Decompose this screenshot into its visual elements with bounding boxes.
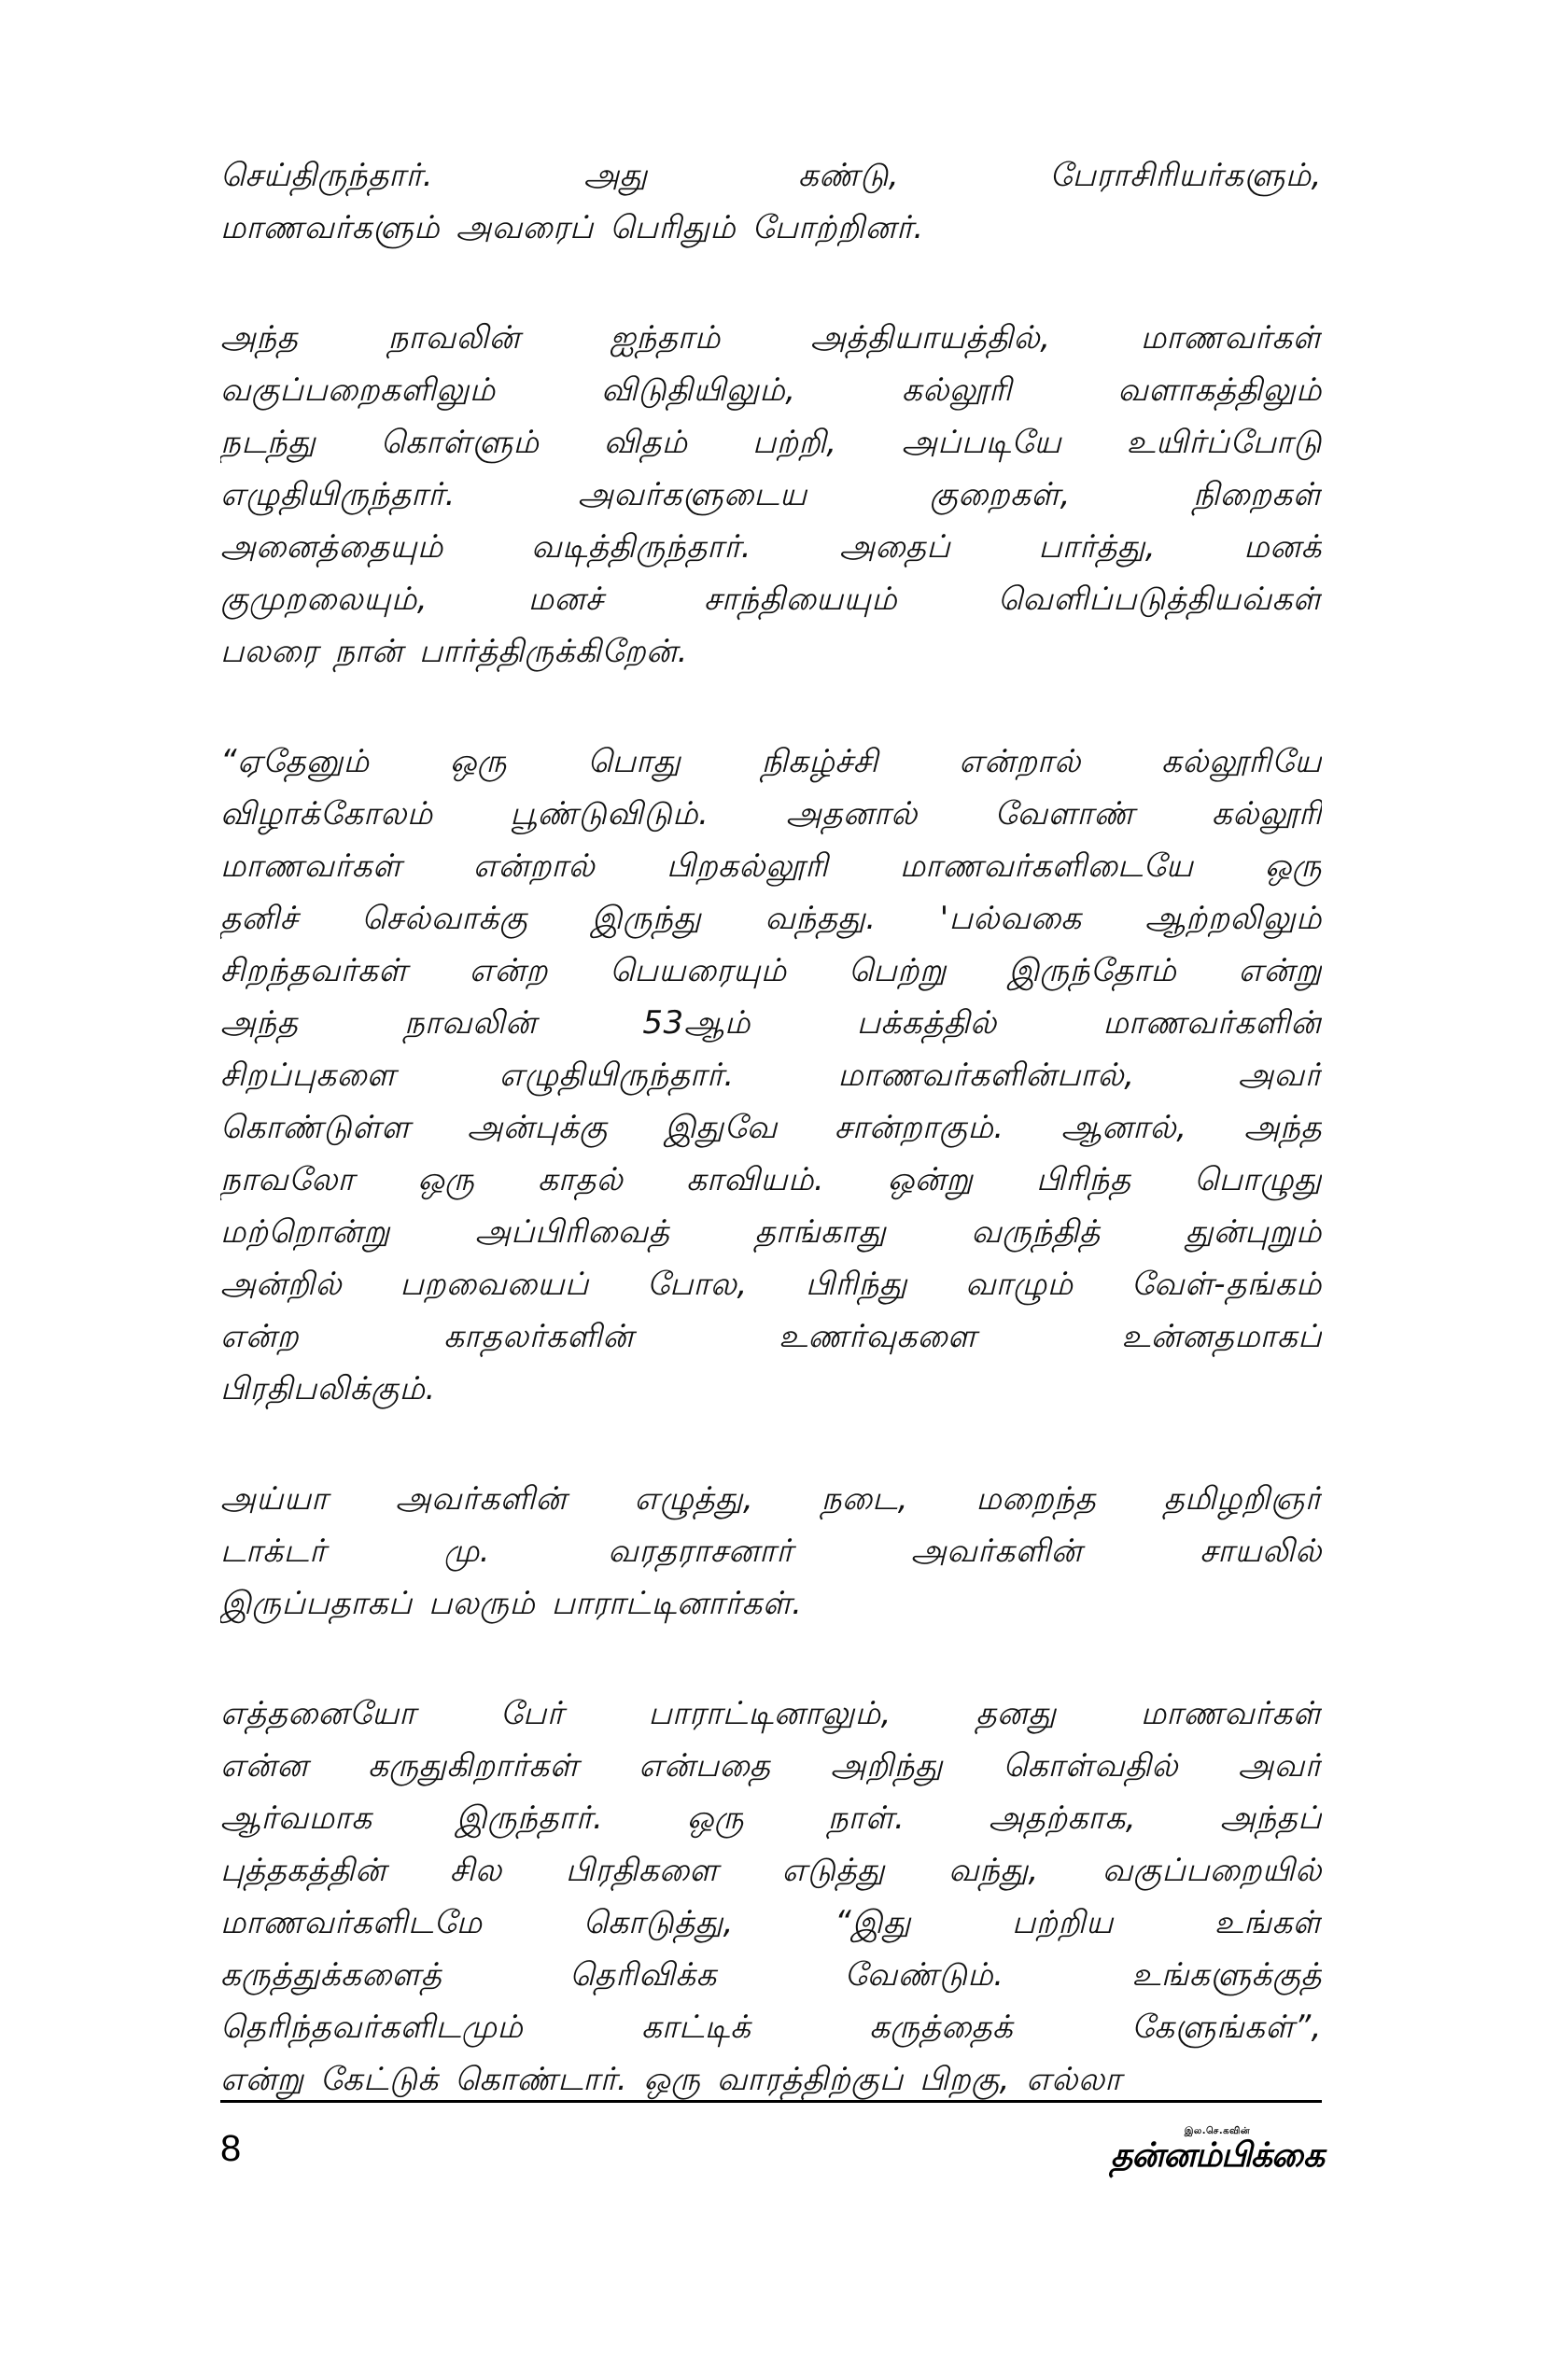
- text-line: அன்றில் பறவையைப் போல, பிரிந்து வாழும் வேள்-தங்கம்: [220, 1266, 1322, 1303]
- text-line: என்று கேட்டுக் கொண்டார். ஒரு வாரத்திற்குப் பிறகு, எல்லா: [220, 2061, 1122, 2098]
- text-line: ஆர்வமாக இருந்தார். ஒரு நாள். அதற்காக, அந்தப்: [220, 1799, 1322, 1837]
- text-line: மாணவர்கள் என்றால் பிறகல்லூரி மாணவர்களிடையே ஒரு: [220, 847, 1322, 885]
- brand-subtitle: இல.செ.கவின்: [1184, 2126, 1251, 2136]
- text-line: அந்த நாவலின் 53ஆம் பக்கத்தில் மாணவர்களின்: [220, 1004, 1322, 1042]
- brand-logo: [1111, 2126, 1324, 2175]
- page-number: 8: [220, 2128, 242, 2169]
- text-line: என்ற காதலர்களின் உணர்வுகளை உன்னதமாகப்: [220, 1318, 1322, 1355]
- text-line: மாணவர்களிடமே கொடுத்து, “இது பற்றிய உங்கள்: [220, 1904, 1322, 1941]
- text-line: தெரிந்தவர்களிடமும் காட்டிக் கருத்தைக் கேளுங்கள்”,: [220, 2009, 1322, 2046]
- paragraph: [220, 1687, 1322, 2106]
- text-line: என்ன கருதுகிறார்கள் என்பதை அறிந்து கொள்வதில் அவர்: [220, 1747, 1322, 1785]
- text-line: இருப்பதாகப் பலரும் பாராட்டினார்கள்.: [220, 1585, 803, 1622]
- text-line: டாக்டர் மு. வரதராசனார் அவர்களின் சாயலில்: [220, 1533, 1322, 1570]
- text-line: “ஏதேனும் ஒரு பொது நிகழ்ச்சி என்றால் கல்லூரியே: [220, 743, 1322, 780]
- text-line: தனிச் செல்வாக்கு இருந்து வந்தது. 'பல்வகை ஆற்றலிலும்: [220, 900, 1322, 937]
- brand-title: தன்னம்பிக்கை: [1110, 2136, 1324, 2175]
- text-line: விழாக்கோலம் பூண்டுவிடும். அதனால் வேளாண் கல்லூரி: [220, 795, 1322, 833]
- text-line: செய்திருந்தார். அது கண்டு, பேராசிரியர்களும்,: [220, 157, 1322, 194]
- text-line: சிறந்தவர்கள் என்ற பெயரையும் பெற்று இருந்தோம் என்று: [220, 952, 1322, 989]
- text-line: அனைத்தையும் வடித்திருந்தார். அதைப் பார்த்து, மனக்: [220, 528, 1322, 566]
- paragraph: [220, 735, 1322, 1415]
- text-line: கொண்டுள்ள அன்புக்கு இதுவே சான்றாகும். ஆனால், அந்த: [220, 1109, 1322, 1146]
- text-line: மற்றொன்று அப்பிரிவைத் தாங்காது வருந்தித் துன்புறும்: [220, 1213, 1322, 1251]
- paragraph: [220, 1473, 1322, 1630]
- text-line: கருத்துக்களைத் தெரிவிக்க வேண்டும். உங்களுக்குத்: [220, 1956, 1322, 1994]
- paragraph: [220, 312, 1322, 678]
- text-line: குமுறலையும், மனச் சாந்தியையும் வெளிப்படுத்தியவ்கள்: [220, 581, 1322, 618]
- text-line: எத்தனையோ பேர் பாராட்டினாலும், தனது மாணவர்கள்: [220, 1695, 1322, 1732]
- text-line: நடந்து கொள்ளும் விதம் பற்றி, அப்படியே உயிர்ப்போடு: [220, 424, 1322, 461]
- body-text: [220, 149, 1322, 2163]
- text-line: சிறப்புகளை எழுதியிருந்தார். மாணவர்களின்பால், அவர்: [220, 1057, 1322, 1094]
- text-line: பலரை நான் பார்த்திருக்கிறேன்.: [220, 633, 688, 670]
- text-line: எழுதியிருந்தார். அவர்களுடைய குறைகள், நிறைகள்: [220, 476, 1322, 513]
- text-line: புத்தகத்தின் சில பிரதிகளை எடுத்து வந்து, வகுப்பறையில்: [220, 1852, 1322, 1889]
- paragraph: [220, 149, 1322, 254]
- footer-divider: [220, 2100, 1322, 2103]
- text-line: வகுப்பறைகளிலும் விடுதியிலும், கல்லூரி வளாகத்திலும்: [220, 371, 1322, 409]
- text-line: நாவலோ ஒரு காதல் காவியம். ஒன்று பிரிந்த பொழுது: [220, 1161, 1322, 1198]
- text-line: மாணவர்களும் அவரைப் பெரிதும் போற்றினர்.: [220, 209, 924, 246]
- text-line: பிரதிபலிக்கும்.: [220, 1370, 436, 1407]
- text-line: அந்த நாவலின் ஐந்தாம் அத்தியாயத்தில், மாணவர்கள்: [220, 319, 1322, 357]
- text-line: அய்யா அவர்களின் எழுத்து, நடை, மறைந்த தமிழறிஞர்: [220, 1480, 1322, 1518]
